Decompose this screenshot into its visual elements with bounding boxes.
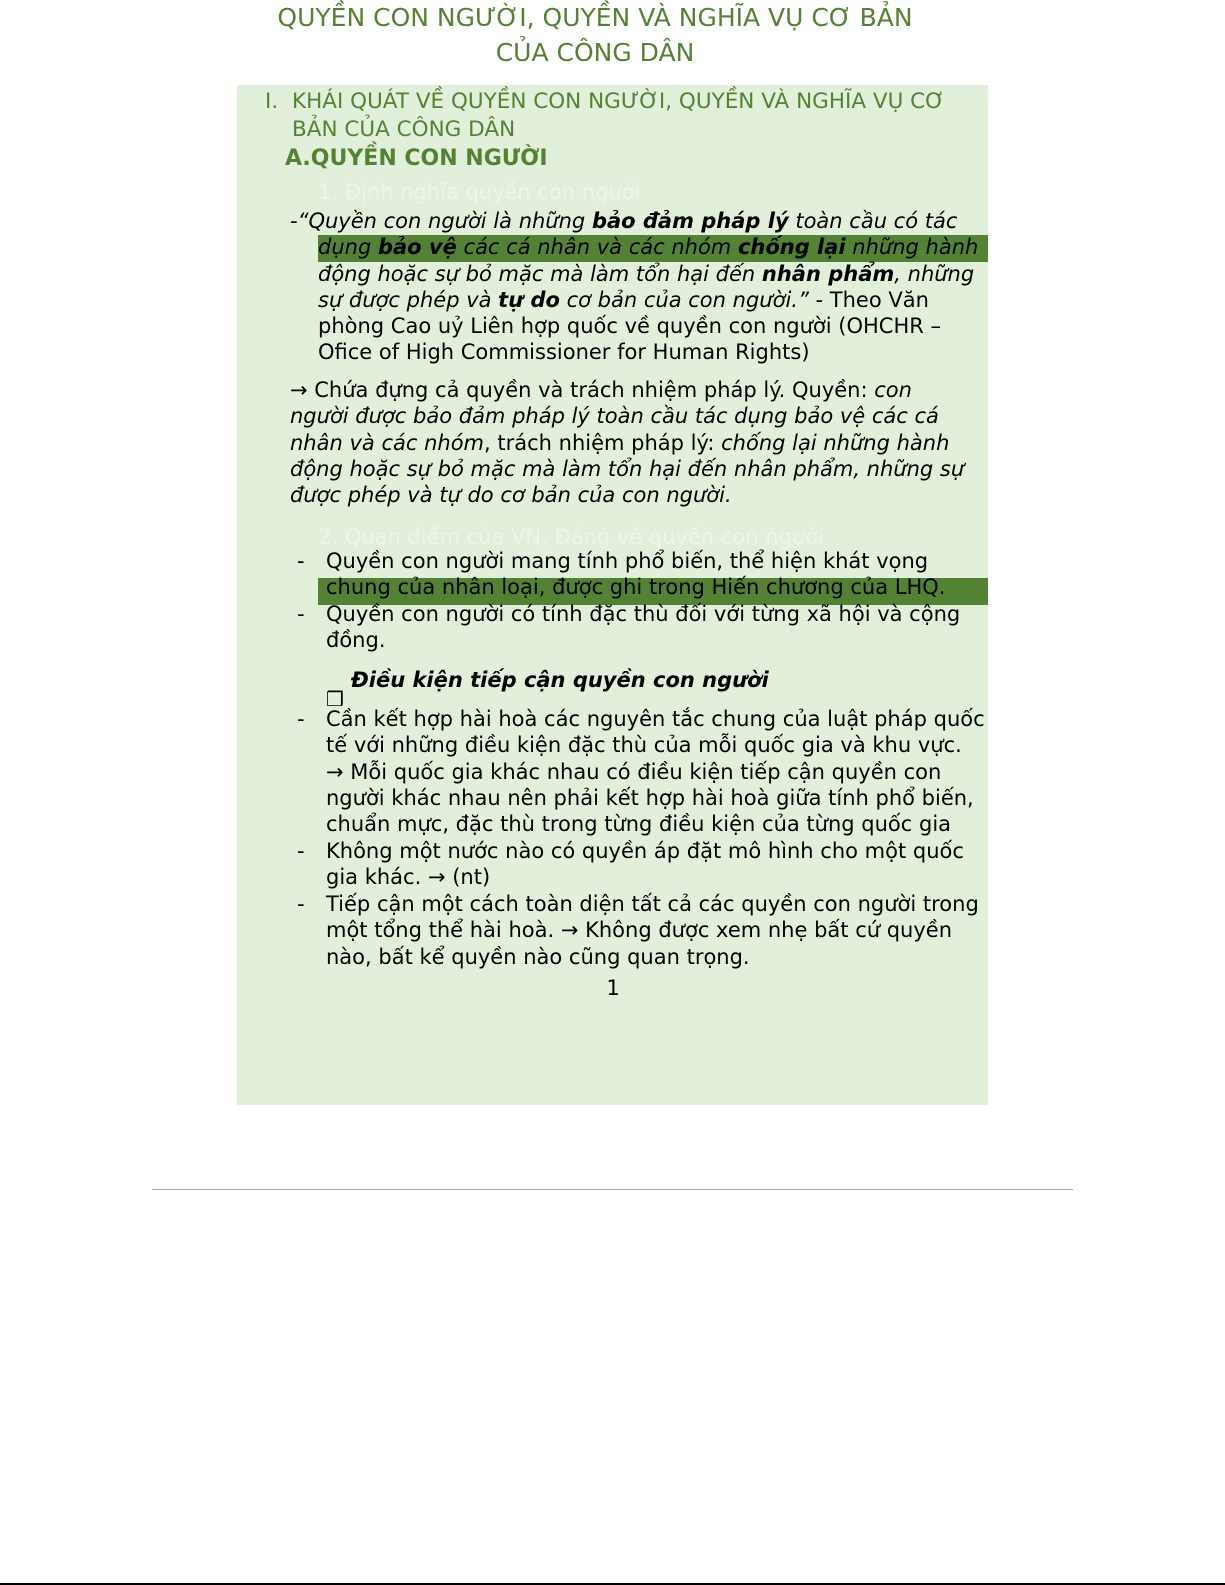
definition-text: toàn cầu có tác — [788, 209, 958, 233]
list-item: Quyền con người mang tính phổ biến, thể hiện khát vọng chung của nhân loại, được ghi trong Hiến chương của LHQ. — [326, 549, 946, 600]
definition-source: Ofice of High Commissioner for Human Rights) — [318, 340, 810, 365]
definition-text: những hành — [845, 235, 979, 260]
definition-paragraph — [290, 208, 990, 366]
summary-paragraph — [290, 377, 990, 508]
definition-text: -“Quyền con người là những — [290, 209, 592, 233]
summary-text-italic: người được bảo đảm pháp lý toàn cầu tác dụng bảo vệ các cá — [290, 404, 939, 429]
page-divider — [152, 1189, 1073, 1190]
list-item: Tiếp cận một cách toàn diện tất cả các quyền con người trong một tổng thể hài hoà. → Không được xem nhẹ bất cứ quyền nào, bất kể quyền nào cũng quan trọng. — [326, 892, 979, 969]
document-title-line-1: QUYỀN CON NGƯỜI, QUYỀN VÀ NGHĨA VỤ CƠ BẢN — [277, 3, 913, 32]
document-title — [180, 0, 1010, 70]
list-item: Không một nước nào có quyền áp đặt mô hình cho một quốc gia khác. → (nt) — [326, 839, 964, 890]
section-number: I. — [265, 89, 279, 114]
summary-text-italic: con — [874, 378, 912, 402]
definition-text: , những — [894, 261, 975, 286]
summary-text: → Chứa đựng cả quyền và trách nhiệm pháp lý. Quyền: — [290, 378, 875, 402]
definition-source: phòng Cao uỷ Liên hợp quốc về quyền con người (OHCHR – — [318, 314, 941, 339]
definition-key-term: bảo vệ — [377, 235, 457, 260]
faded-heading-definition: 1. Định nghĩa quyền con người — [318, 180, 641, 204]
definition-text: sự được phép và — [318, 287, 499, 312]
list-item: Cần kết hợp hài hoà các nguyên tắc chung của luật pháp quốc tế với những điều kiện đặc thù của mỗi quốc gia và khu vực. → Mỗi quốc gia khác nhau có điều kiện tiếp cận quyền con người khác nhau nên phải kết hợp hài hoà giữa tính phổ biến, chuẩn mực, đặc thù trong từng điều kiện của từng quốc gia — [326, 707, 985, 837]
definition-source: - Theo Văn — [808, 287, 929, 312]
summary-text-italic: động hoặc sự bỏ mặc mà làm tổn hại đến nhân phẩm, những sự — [290, 456, 965, 481]
list-dash: - — [297, 602, 305, 626]
faded-heading-vietnam-view: 2. Quan điểm của VN, Đảng về quyền con người — [318, 525, 824, 549]
summary-text-italic: nhân và các nhóm — [290, 430, 485, 455]
page-number: 1 — [606, 976, 620, 1000]
section-heading-line-1: KHÁI QUÁT VỀ QUYỀN CON NGƯỜI, QUYỀN VÀ NGHĨA VỤ CƠ — [292, 89, 945, 114]
list-dash: - — [297, 549, 305, 573]
list-item: Quyền con người có tính đặc thù đối với từng xã hội và cộng đồng. — [326, 602, 961, 653]
definition-text: động hoặc sự bỏ mặc mà làm tổn hại đến — [318, 261, 762, 286]
list-dash: - — [297, 892, 305, 916]
definition-text: cơ bản của con người.” — [559, 287, 809, 312]
definition-key-term: nhân phẩm — [761, 261, 895, 286]
conditions-heading: Điều kiện tiếp cận quyền con người — [351, 668, 769, 692]
document-title-line-2: CỦA CÔNG DÂN — [495, 38, 695, 67]
summary-text: , trách nhiệm pháp lý: — [484, 430, 722, 455]
definition-key-term: tự do — [498, 287, 560, 312]
definition-text: dụng — [318, 235, 378, 260]
section-heading-line-2: BẢN CỦA CÔNG DÂN — [292, 117, 516, 142]
definition-key-term: chống lại — [737, 235, 846, 260]
summary-text-italic: chống lại những hành — [721, 430, 950, 455]
definition-key-term: bảo đảm pháp lý — [591, 209, 789, 233]
definition-text: các cá nhân và các nhóm — [456, 235, 738, 260]
list-dash: - — [297, 839, 305, 863]
subsection-heading-a: A.QUYỀN CON NGƯỜI — [285, 146, 548, 171]
summary-text-italic: được phép và tự do cơ bản của con người. — [290, 483, 732, 508]
list-dash: - — [297, 707, 305, 731]
checkbox-bullet-icon: ❒ — [326, 687, 344, 711]
